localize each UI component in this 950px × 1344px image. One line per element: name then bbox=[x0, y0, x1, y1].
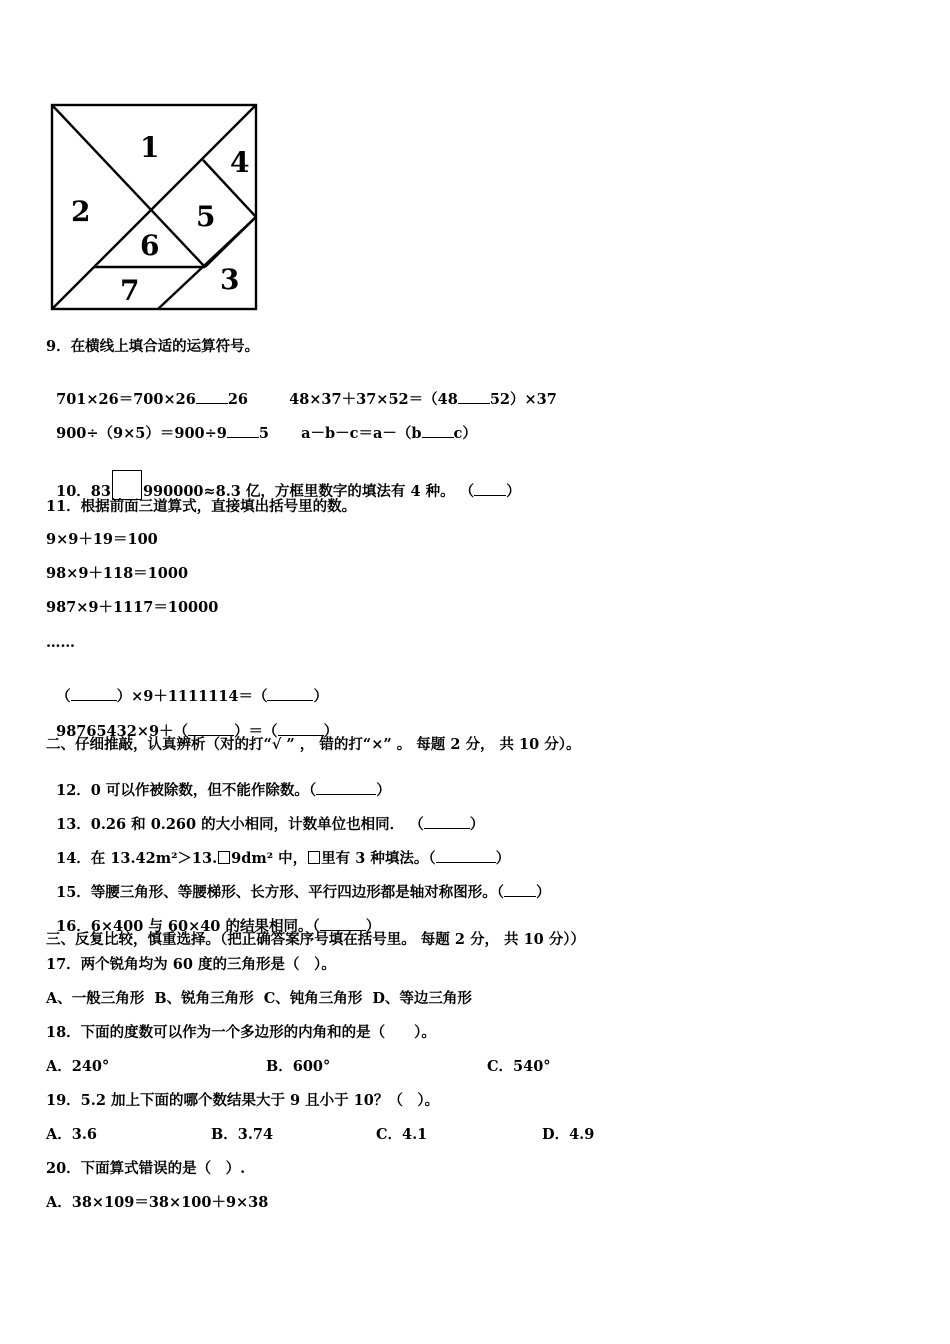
q9-r1b-blank[interactable] bbox=[458, 389, 490, 404]
q19-option-c: C．4.1 bbox=[376, 1126, 428, 1143]
section3-heading: 三、反复比较，慎重选择。（把正确答案序号填在括号里。 每题 2 分， 共 10 分）） bbox=[46, 931, 586, 948]
q9-r2b-right: c） bbox=[453, 425, 477, 442]
q18-option-c: C．540° bbox=[487, 1058, 551, 1075]
q9-row2b bbox=[291, 403, 477, 444]
q19-text: 19．5.2 加上下面的哪个数结果大于 9 且小于 10？（ ）。 bbox=[46, 1092, 440, 1109]
q13-text: 13．0.26 和 0.260 的大小相同，计数单位也相同． （ bbox=[56, 816, 424, 833]
q16-end: ） bbox=[365, 918, 381, 935]
q11-eq3: 987×9＋1117＝10000 bbox=[46, 599, 219, 616]
q14-post: 9dm² 中， bbox=[231, 850, 308, 867]
q11-eq1: 9×9＋19＝100 bbox=[46, 531, 158, 548]
q15-text: 15．等腰三角形、等腰梯形、长方形、平行四边形都是轴对称图形。（ bbox=[56, 884, 505, 901]
q17-options: A、一般三角形 B、锐角三角形 C、钝角三角形 D、等边三角形 bbox=[46, 990, 472, 1007]
q18-option-b: B．600° bbox=[266, 1058, 331, 1075]
tangram-label-2: 2 bbox=[71, 195, 91, 228]
tangram-line bbox=[52, 267, 94, 309]
q13-blank[interactable] bbox=[424, 814, 470, 829]
q14-blank[interactable] bbox=[436, 848, 496, 863]
q11-fill2-blank1[interactable] bbox=[188, 721, 234, 736]
tangram-label-4: 4 bbox=[230, 146, 250, 179]
q11-fill1-close: ） bbox=[313, 688, 328, 705]
q10-answer-blank[interactable] bbox=[474, 481, 506, 496]
q9-r2a-right: 5 bbox=[258, 425, 269, 442]
q10-prefix: 10．83 bbox=[56, 483, 111, 500]
tangram-label-5: 5 bbox=[196, 200, 216, 233]
q18-text: 18．下面的度数可以作为一个多边形的内角和的是（ ）。 bbox=[46, 1024, 436, 1041]
q10-suffix: 990000≈8.3 亿，方框里数字的填法有 4 种。 （ bbox=[142, 483, 475, 500]
q9-r2a-left: 900÷（9×5）＝900÷9 bbox=[56, 425, 227, 442]
q9-prompt: 9．在横线上填合适的运算符号。 bbox=[46, 338, 260, 355]
q12-text: 12．0 可以作被除数，但不能作除数。（ bbox=[56, 782, 317, 799]
q12-blank[interactable] bbox=[316, 780, 376, 795]
q11-fill1-open: （ bbox=[56, 688, 71, 705]
q10-end: ） bbox=[506, 483, 521, 500]
q11-prompt: 11．根据前面三道算式，直接填出括号里的数。 bbox=[46, 498, 357, 515]
q9-row2 bbox=[46, 403, 269, 444]
q11-fill2-close: ） bbox=[323, 723, 339, 740]
q9-r1b-left: 48×37＋37×52＝（48 bbox=[289, 391, 458, 408]
q11-dots: …… bbox=[46, 634, 75, 651]
q13-end: ） bbox=[469, 816, 485, 833]
q17-text: 17．两个锐角均为 60 度的三角形是（ ）。 bbox=[46, 956, 336, 973]
q11-fill2-open: 98765432×9＋（ bbox=[56, 723, 189, 740]
q14-post2: 里有 3 种填法。（ bbox=[321, 850, 436, 867]
tangram-label-3: 3 bbox=[220, 263, 240, 296]
q15-blank[interactable] bbox=[504, 882, 536, 897]
tangram-line bbox=[94, 105, 256, 267]
q11-fill2-mid: ）＝（ bbox=[234, 723, 278, 740]
q9-r2b-blank[interactable] bbox=[422, 423, 454, 438]
q10-digit-box[interactable] bbox=[112, 470, 142, 500]
q11-eq2: 98×9＋118＝1000 bbox=[46, 565, 189, 582]
q11-fill2-blank2[interactable] bbox=[278, 721, 324, 736]
q16-blank[interactable] bbox=[320, 916, 366, 931]
q9-r1a-right: 26 bbox=[227, 391, 248, 408]
q20-option-a: A．38×109＝38×100＋9×38 bbox=[46, 1194, 269, 1211]
q12-end: ） bbox=[376, 782, 391, 799]
q11-fill1-blank2[interactable] bbox=[267, 686, 313, 701]
tangram-figure bbox=[50, 103, 258, 311]
q19-option-b: B．3.74 bbox=[211, 1126, 274, 1143]
q11-fill1-mid: ）×9＋1111114＝（ bbox=[116, 688, 268, 705]
q19-option-a: A．3.6 bbox=[46, 1126, 97, 1143]
q10 bbox=[46, 450, 521, 502]
q15-end: ） bbox=[536, 884, 551, 901]
tangram-line bbox=[52, 105, 205, 267]
q9-r1a-blank[interactable] bbox=[196, 389, 228, 404]
tangram-label-1: 1 bbox=[140, 131, 160, 164]
q9-r1b-right: 52）×37 bbox=[489, 391, 557, 408]
q9-r1a-left: 701×26＝700×26 bbox=[56, 391, 196, 408]
q16-text: 16．6×400 与 60×40 的结果相同。（ bbox=[56, 918, 320, 935]
q20-text: 20．下面算式错误的是（ ）. bbox=[46, 1160, 246, 1177]
q9-r2b-left: a－b－c＝a－（b bbox=[301, 425, 422, 442]
q18-option-a: A．240° bbox=[46, 1058, 110, 1075]
q14-pre: 14．在 13.42m²＞13. bbox=[56, 850, 218, 867]
q9-r2a-blank[interactable] bbox=[227, 423, 259, 438]
tangram-label-6: 6 bbox=[140, 229, 160, 262]
q14-end: ） bbox=[495, 850, 511, 867]
q19-option-d: D．4.9 bbox=[542, 1126, 595, 1143]
section2-heading: 二、仔细推敲，认真辨析（对的打“√ ” ， 错的打“×” 。 每题 2 分， 共 10 分）。 bbox=[46, 736, 581, 753]
q11-fill1-blank1[interactable] bbox=[71, 686, 117, 701]
tangram-label-7: 7 bbox=[120, 274, 140, 307]
